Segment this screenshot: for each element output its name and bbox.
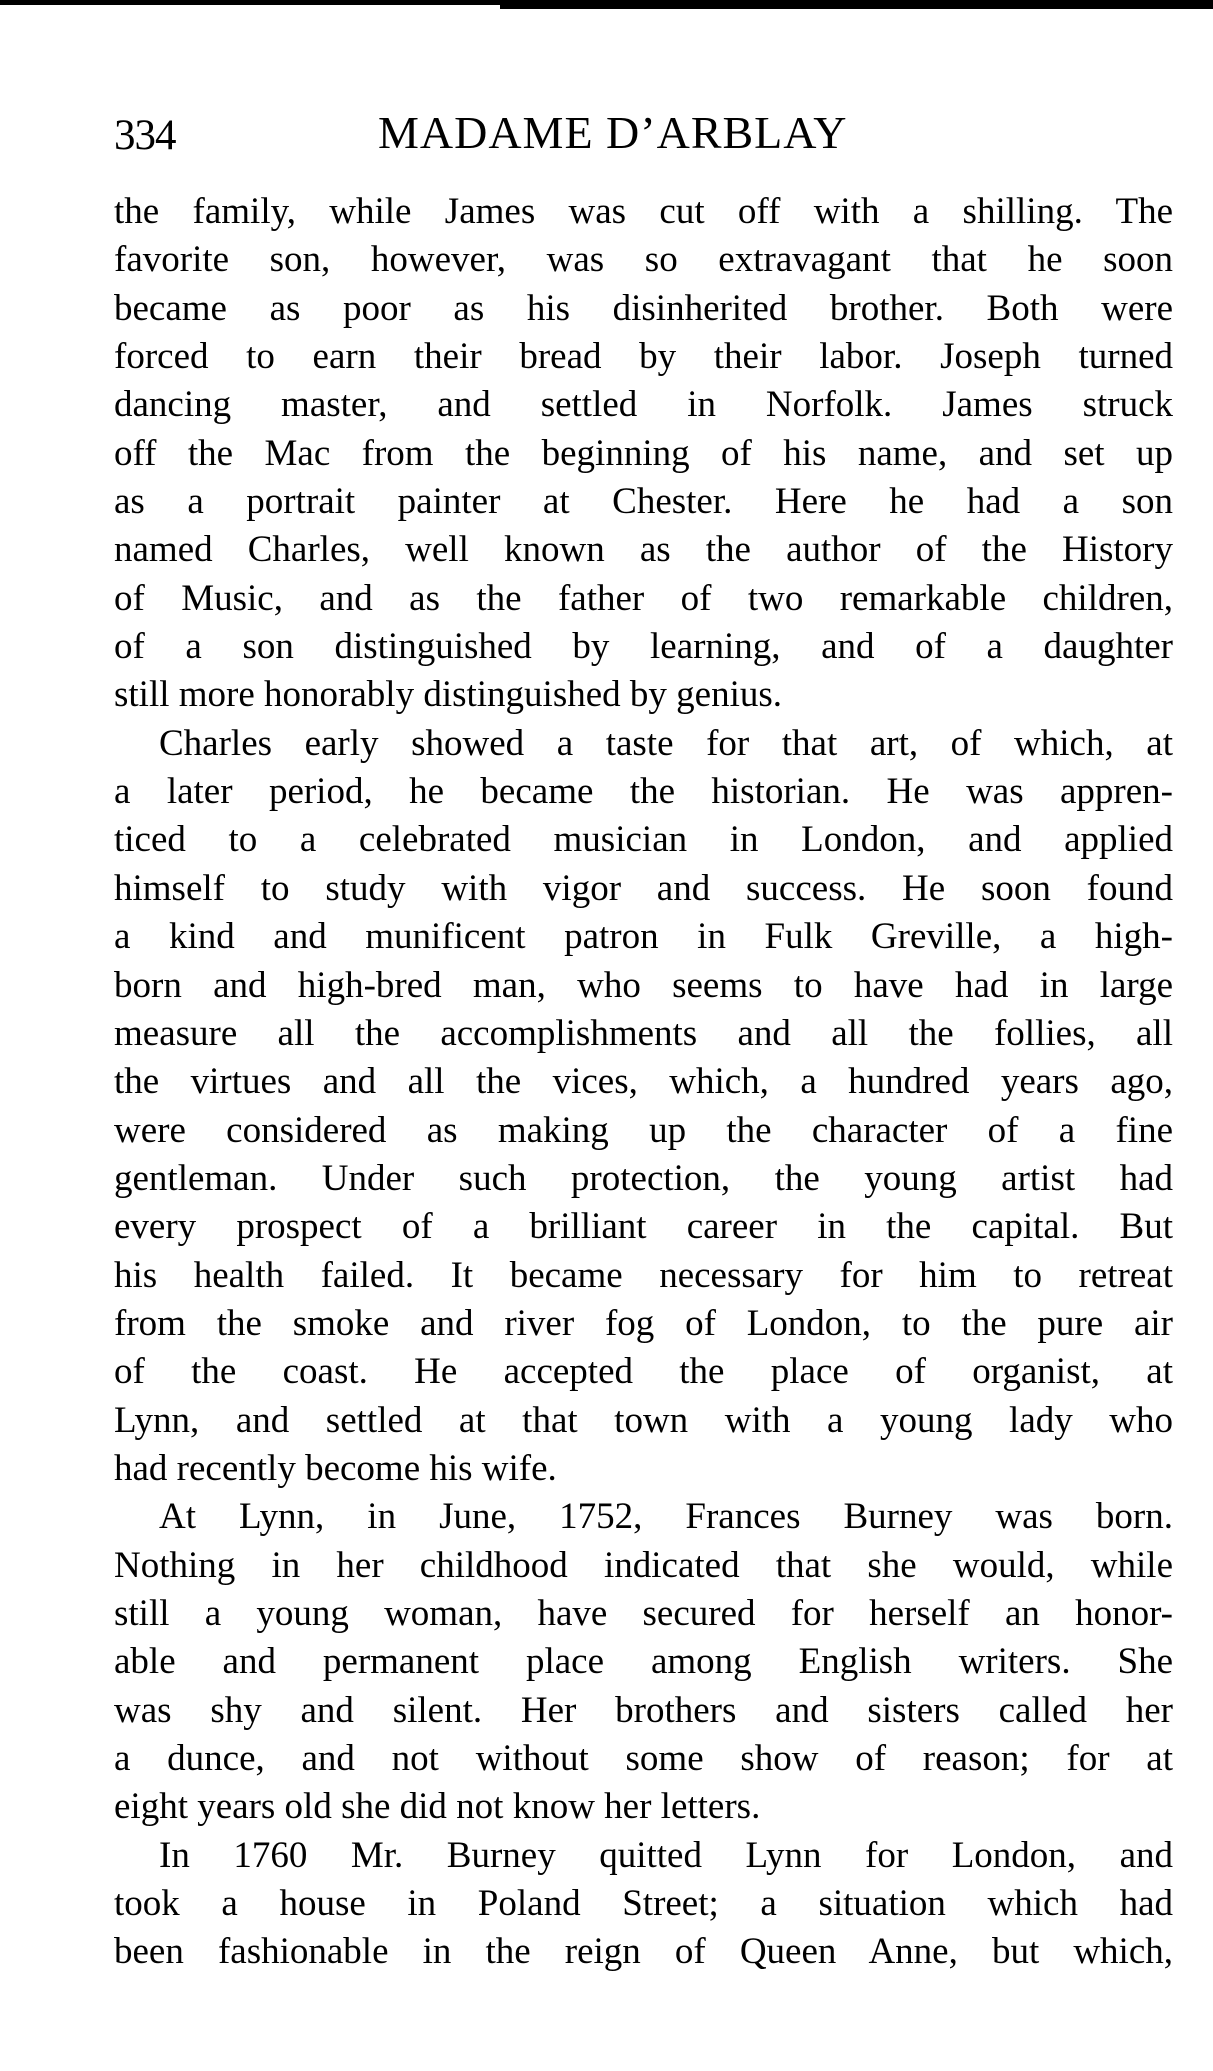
text-line: of a son distinguished by learning, and of a daughter — [114, 626, 1173, 668]
running-title: MADAME D’ARBLAY — [378, 107, 848, 158]
text-line: a kind and munificent patron in Fulk Greville, a high- — [114, 916, 1173, 958]
text-line: of Music, and as the father of two remarkable children, — [114, 577, 1173, 619]
text-line: Lynn, and settled at that town with a young lady who — [114, 1399, 1173, 1441]
text-line: were considered as making up the character of a fine — [114, 1109, 1173, 1151]
text-line: every prospect of a brilliant career in the capital. But — [114, 1206, 1173, 1248]
text-line: of the coast. He accepted the place of organist, at — [114, 1351, 1173, 1393]
text-line: favorite son, however, was so extravagant that he soon — [114, 239, 1173, 281]
text-line: the virtues and all the vices, which, a hundred years ago, — [114, 1061, 1173, 1103]
text-line: his health failed. It became necessary for him to retreat — [114, 1254, 1173, 1296]
text-line: as a portrait painter at Chester. Here he had a son — [114, 481, 1173, 523]
text-line: In 1760 Mr. Burney quitted Lynn for London, and — [159, 1834, 1173, 1876]
text-line: born and high-bred man, who seems to have had in large — [114, 964, 1173, 1006]
text-line: able and permanent place among English writers. She — [114, 1641, 1173, 1683]
text-line: took a house in Poland Street; a situation which had — [114, 1883, 1173, 1925]
text-line: named Charles, well known as the author of the History — [114, 529, 1173, 571]
text-line: still a young woman, have secured for herself an honor- — [114, 1592, 1173, 1634]
text-line: measure all the accomplishments and all the follies, all — [114, 1012, 1173, 1054]
scan-edge-bar — [0, 0, 505, 5]
text-line: forced to earn their bread by their labor. Joseph turned — [114, 336, 1173, 378]
text-line: still more honorably distinguished by genius. — [114, 674, 783, 716]
text-line: had recently become his wife. — [114, 1447, 557, 1489]
text-line: a later period, he became the historian. He was appren- — [114, 771, 1173, 813]
paragraph — [114, 1493, 1173, 1831]
text-line: off the Mac from the beginning of his name, and set up — [114, 432, 1173, 474]
text-line: dancing master, and settled in Norfolk. James struck — [114, 384, 1173, 426]
text-line: the family, while James was cut off with a shilling. The — [114, 191, 1173, 232]
text-line: became as poor as his disinherited brother. Both were — [114, 287, 1173, 329]
body-text — [114, 188, 1173, 1977]
paragraph — [114, 1832, 1173, 1977]
text-line: gentleman. Under such protection, the young artist had — [114, 1157, 1173, 1199]
text-line: At Lynn, in June, 1752, Frances Burney was born. — [159, 1496, 1173, 1538]
text-line: Nothing in her childhood indicated that she would, while — [114, 1544, 1173, 1586]
text-line: from the smoke and river fog of London, to the pure air — [114, 1302, 1173, 1344]
text-line: Charles early showed a taste for that art, of which, at — [159, 722, 1173, 764]
text-line: eight years old she did not know her letters. — [114, 1786, 761, 1828]
paragraph — [114, 720, 1173, 1494]
text-line: was shy and silent. Her brothers and sisters called her — [114, 1689, 1173, 1731]
scan-edge-bar — [500, 0, 1213, 9]
text-line: a dunce, and not without some show of reason; for at — [114, 1738, 1173, 1779]
page-number: 334 — [114, 112, 176, 159]
paragraph — [114, 188, 1173, 720]
text-line: ticed to a celebrated musician in London, and applied — [114, 819, 1173, 861]
text-line: been fashionable in the reign of Queen Anne, but which, — [114, 1931, 1173, 1973]
text-line: himself to study with vigor and success. He soon found — [114, 867, 1173, 909]
